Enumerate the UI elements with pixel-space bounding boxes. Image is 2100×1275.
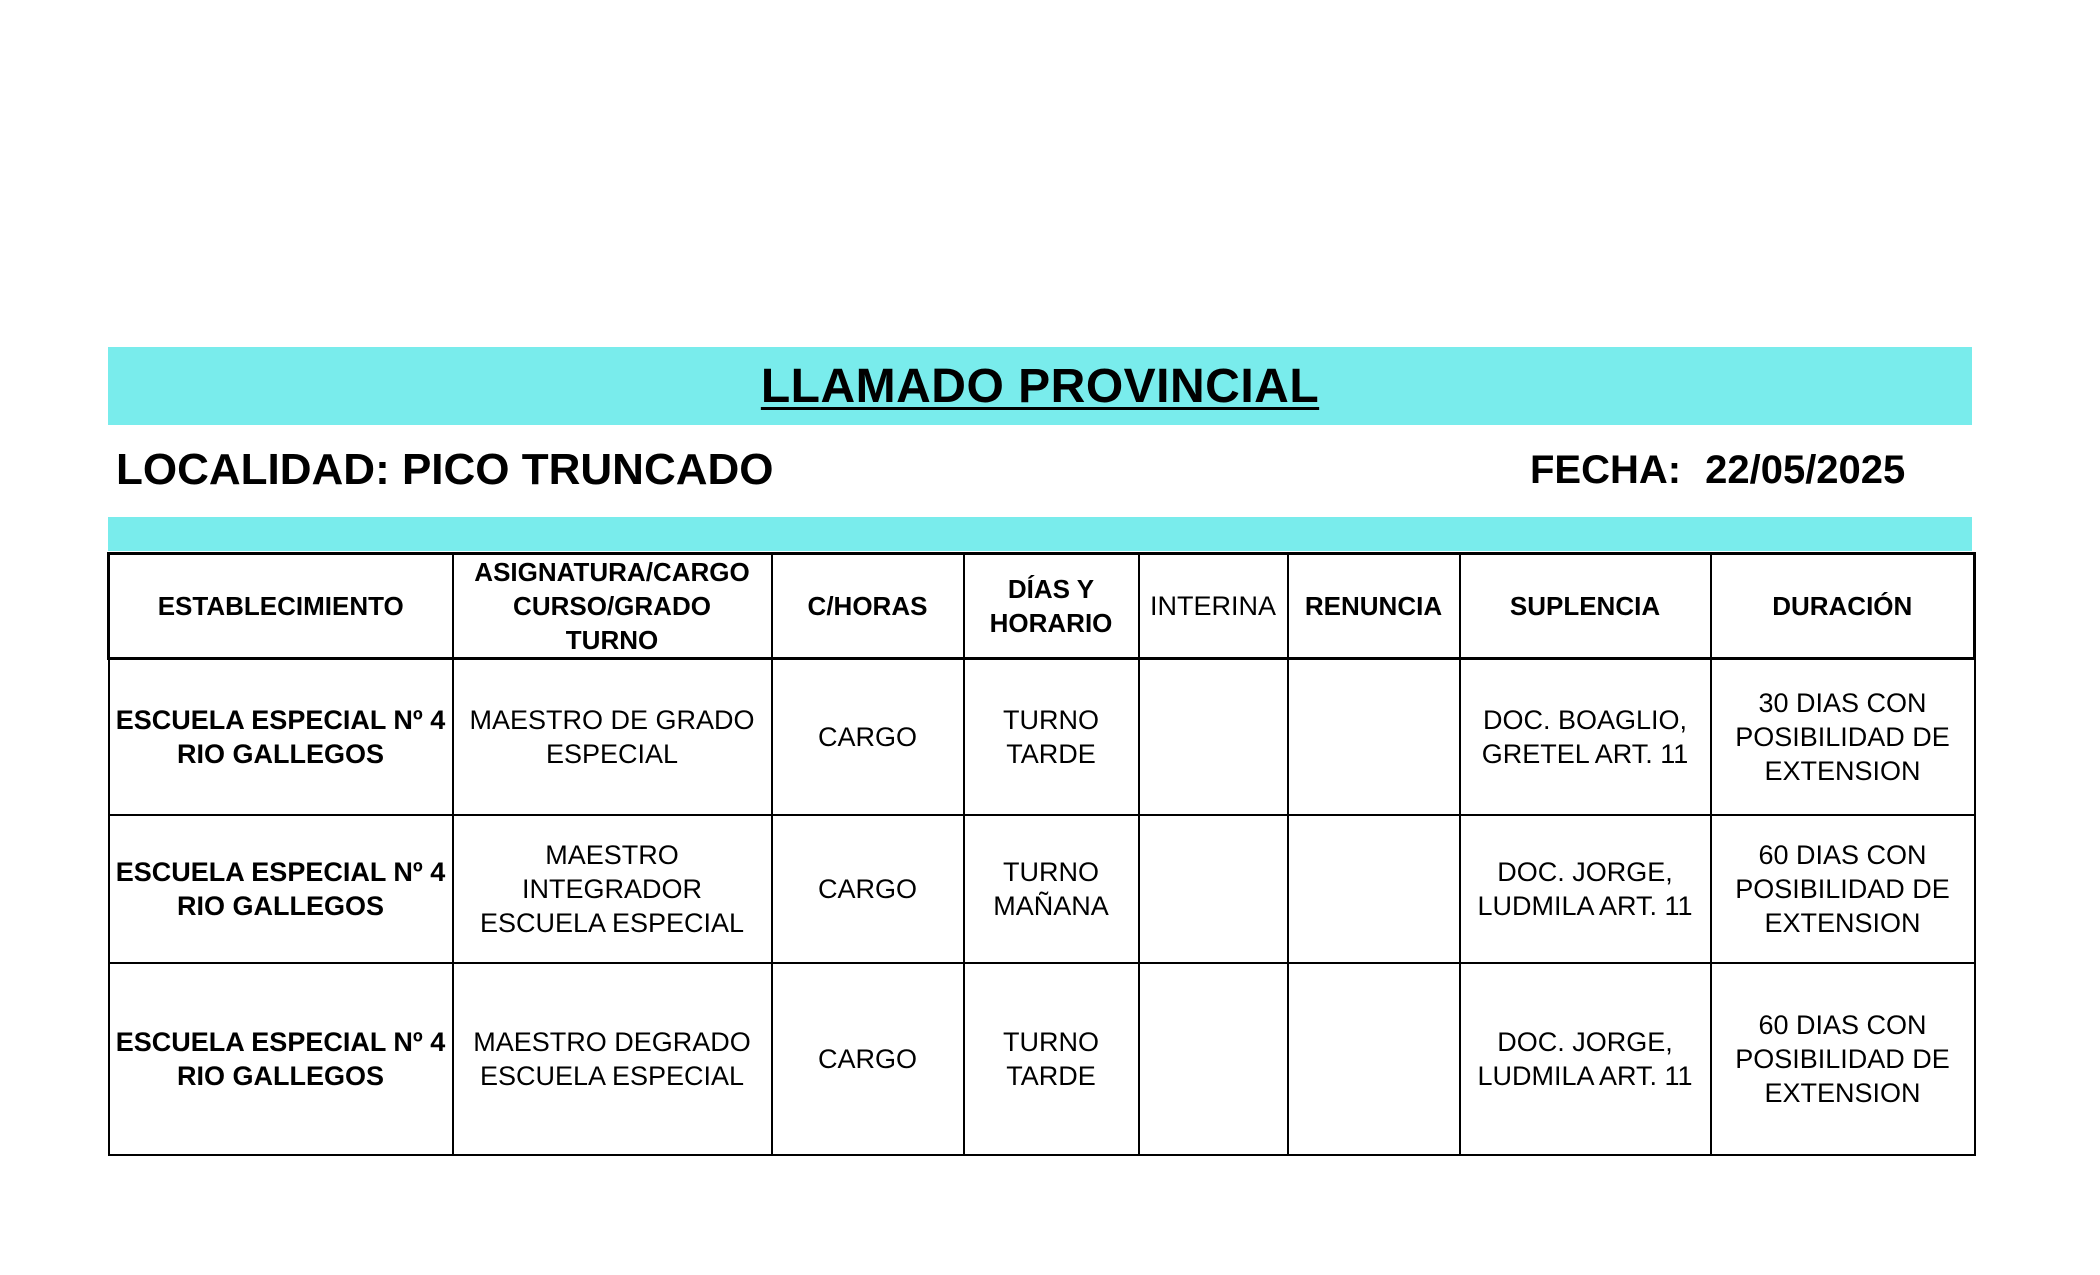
cell-dias <box>964 963 1139 1155</box>
cell-establecimiento <box>109 963 453 1155</box>
cell-asignatura <box>453 659 772 815</box>
header-asignatura <box>453 554 772 659</box>
cell-renuncia <box>1288 963 1460 1155</box>
cell-line: ESCUELA ESPECIAL <box>479 1060 745 1091</box>
cell-renuncia <box>1288 815 1460 963</box>
header-dias <box>964 554 1139 659</box>
cell-line: TARDE <box>1006 1060 1096 1091</box>
cell-line: EXTENSION <box>1764 755 1921 786</box>
cell-line: EXTENSION <box>1764 1077 1921 1108</box>
fecha-block <box>1530 443 1905 497</box>
cell-line: RIO GALLEGOS <box>176 738 384 769</box>
header-horas: C/HORAS <box>772 554 964 659</box>
fecha-label: FECHA: <box>1530 448 1682 492</box>
cell-interina <box>1139 963 1288 1155</box>
cell-line: ESCUELA ESPECIAL <box>479 907 745 938</box>
header-dias-line: HORARIO <box>989 608 1113 638</box>
cell-line: ESCUELA ESPECIAL Nº 4 <box>115 1026 446 1057</box>
cell-interina <box>1139 659 1288 815</box>
cell-line: DOC. BOAGLIO, <box>1482 704 1688 735</box>
cell-line: ESPECIAL <box>545 738 679 769</box>
separator-band <box>108 517 1972 551</box>
cell-line: ESCUELA ESPECIAL Nº 4 <box>115 856 446 887</box>
cell-dias <box>964 659 1139 815</box>
cell-line: MAESTRO DE GRADO <box>469 704 755 735</box>
table-row <box>109 815 1975 963</box>
cell-horas: CARGO <box>772 815 964 963</box>
header-establecimiento: ESTABLECIMIENTO <box>109 554 453 659</box>
cell-line: RIO GALLEGOS <box>176 890 384 921</box>
cell-line: MAÑANA <box>993 890 1109 921</box>
cell-line: GRETEL ART. 11 <box>1481 738 1689 769</box>
table-header-row <box>109 554 1975 659</box>
cell-line: DOC. JORGE, <box>1497 1026 1673 1057</box>
cell-line: POSIBILIDAD DE <box>1735 721 1950 752</box>
localidad-label: LOCALIDAD: PICO TRUNCADO <box>116 445 774 494</box>
cell-line: POSIBILIDAD DE <box>1735 873 1950 904</box>
header-dias-line: DÍAS Y <box>1007 574 1095 604</box>
cell-dias <box>964 815 1139 963</box>
cell-line: TURNO <box>1003 1026 1099 1057</box>
cell-line: 60 DIAS CON <box>1758 1009 1927 1040</box>
header-asignatura-line: ASIGNATURA/CARGO <box>474 557 750 587</box>
cell-renuncia <box>1288 659 1460 815</box>
header-asignatura-line: CURSO/GRADO <box>513 591 711 621</box>
cell-horas: CARGO <box>772 963 964 1155</box>
header-duracion: DURACIÓN <box>1711 554 1975 659</box>
cell-asignatura <box>453 963 772 1155</box>
cell-line: EXTENSION <box>1764 907 1921 938</box>
llamado-table <box>107 552 1976 1156</box>
page-title: LLAMADO PROVINCIAL <box>760 359 1320 413</box>
cell-line: RIO GALLEGOS <box>176 1060 384 1091</box>
cell-line: 60 DIAS CON <box>1758 839 1927 870</box>
cell-line: ESCUELA ESPECIAL Nº 4 <box>115 704 446 735</box>
cell-suplencia <box>1460 815 1711 963</box>
cell-line: LUDMILA ART. 11 <box>1477 1060 1693 1091</box>
cell-duracion <box>1711 815 1975 963</box>
header-renuncia: RENUNCIA <box>1288 554 1460 659</box>
title-band <box>108 347 1972 425</box>
cell-duracion <box>1711 659 1975 815</box>
header-suplencia: SUPLENCIA <box>1460 554 1711 659</box>
cell-line: TURNO <box>1003 856 1099 887</box>
cell-suplencia <box>1460 659 1711 815</box>
cell-line: MAESTRO <box>545 839 679 870</box>
cell-line: LUDMILA ART. 11 <box>1477 890 1693 921</box>
cell-establecimiento <box>109 815 453 963</box>
cell-duracion <box>1711 963 1975 1155</box>
header-interina: INTERINA <box>1139 554 1288 659</box>
cell-establecimiento <box>109 659 453 815</box>
cell-horas: CARGO <box>772 659 964 815</box>
cell-asignatura <box>453 815 772 963</box>
header-asignatura-line: TURNO <box>565 625 659 655</box>
cell-line: INTEGRADOR <box>521 873 702 904</box>
cell-line: POSIBILIDAD DE <box>1735 1043 1950 1074</box>
cell-line: DOC. JORGE, <box>1497 856 1673 887</box>
fecha-value: 22/05/2025 <box>1705 448 1906 492</box>
cell-line: MAESTRO DEGRADO <box>473 1026 751 1057</box>
cell-line: TURNO <box>1003 704 1099 735</box>
cell-suplencia <box>1460 963 1711 1155</box>
cell-line: TARDE <box>1006 738 1096 769</box>
table-row <box>109 659 1975 815</box>
table-row <box>109 963 1975 1155</box>
cell-interina <box>1139 815 1288 963</box>
cell-line: 30 DIAS CON <box>1758 687 1927 718</box>
